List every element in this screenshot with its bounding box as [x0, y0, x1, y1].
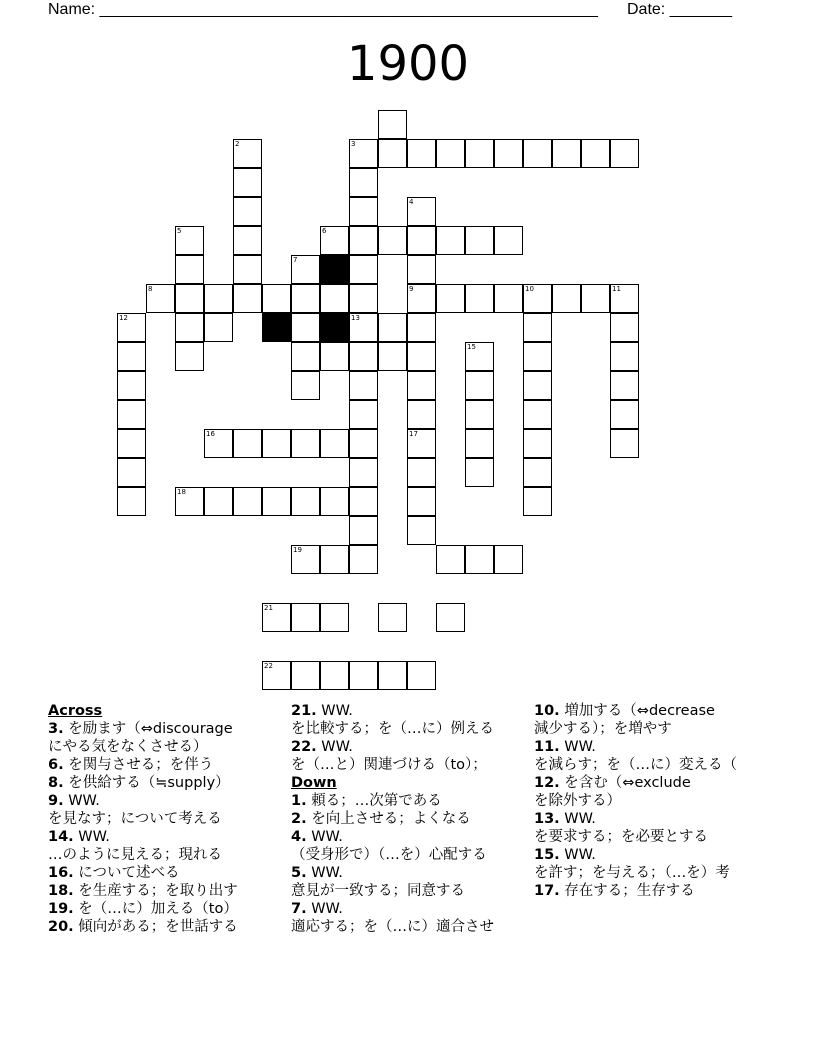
crossword-cell[interactable]	[204, 429, 233, 458]
clue-number: 9	[409, 285, 414, 293]
clue-text: を向上させる；よくなる	[311, 811, 471, 827]
crossword-cell[interactable]	[320, 545, 349, 574]
clue-item	[291, 900, 531, 936]
clue-text: を（…に）加える（to）	[78, 901, 238, 917]
clues-column-3	[534, 702, 768, 900]
clue-number: 6	[322, 227, 327, 235]
clue-item	[291, 864, 531, 900]
name-label: Name: ________________________________________________________	[48, 1, 598, 18]
clue-number-label: 3.	[48, 721, 64, 737]
clue-item	[48, 792, 238, 828]
clue-item	[48, 918, 238, 936]
black-square	[320, 313, 349, 342]
clue-text: を見なす；について考える	[48, 811, 222, 827]
clue-text: を関与させる；を伴う	[68, 757, 214, 773]
crossword-cell[interactable]	[175, 342, 204, 371]
clue-number-label: 10.	[534, 703, 560, 719]
crossword-cell[interactable]	[610, 400, 639, 429]
clue-number: 16	[206, 430, 215, 438]
clue-text: WW.	[78, 829, 110, 845]
crossword-cell[interactable]	[233, 429, 262, 458]
clue-text: WW.	[311, 901, 343, 917]
crossword-cell[interactable]	[117, 487, 146, 516]
clue-item	[291, 792, 531, 810]
crossword-cell[interactable]	[233, 284, 262, 313]
crossword-cell[interactable]	[610, 313, 639, 342]
crossword-cell[interactable]	[320, 226, 349, 255]
clue-number-label: 2.	[291, 811, 307, 827]
crossword-cell[interactable]	[291, 661, 320, 690]
crossword-cell[interactable]	[407, 255, 436, 284]
clue-number-label: 20.	[48, 919, 74, 935]
clue-item	[48, 828, 238, 864]
crossword-cell[interactable]	[175, 487, 204, 516]
crossword-cell[interactable]	[175, 255, 204, 284]
clue-text: を許す；を与える；（…を）考	[534, 865, 730, 881]
crossword-cell[interactable]	[117, 429, 146, 458]
clue-number-label: 17.	[534, 883, 560, 899]
clue-number-label: 19.	[48, 901, 74, 917]
crossword-cell[interactable]	[610, 342, 639, 371]
crossword-cell[interactable]	[523, 487, 552, 516]
crossword-cell[interactable]	[117, 458, 146, 487]
crossword-cell[interactable]	[407, 371, 436, 400]
clue-item	[291, 702, 531, 738]
crossword-cell[interactable]	[465, 545, 494, 574]
date-label: Date: _______	[627, 1, 732, 18]
crossword-cell[interactable]	[291, 487, 320, 516]
clue-number-label: 16.	[48, 865, 74, 881]
crossword-cell[interactable]	[378, 110, 407, 139]
crossword-cell[interactable]	[233, 197, 262, 226]
crossword-cell[interactable]	[175, 226, 204, 255]
crossword-cell[interactable]	[175, 284, 204, 313]
clue-number-label: 12.	[534, 775, 560, 791]
clue-text: を供給する（≒supply）	[68, 775, 230, 791]
clue-text: を励ます（⇔discourage	[68, 721, 233, 737]
clue-text: WW.	[68, 793, 100, 809]
crossword-cell[interactable]	[465, 226, 494, 255]
crossword-cell[interactable]	[117, 313, 146, 342]
crossword-cell[interactable]	[233, 168, 262, 197]
crossword-cell[interactable]	[523, 139, 552, 168]
clue-number-label: 22.	[291, 739, 317, 755]
crossword-cell[interactable]	[349, 516, 378, 545]
clue-text: …のように見える；現れる	[48, 847, 222, 863]
clue-item	[48, 882, 238, 900]
clue-number: 5	[177, 227, 182, 235]
clue-number: 7	[293, 256, 298, 264]
crossword-cell[interactable]	[436, 603, 465, 632]
crossword-cell[interactable]	[436, 226, 465, 255]
crossword-cell[interactable]	[407, 516, 436, 545]
black-square	[262, 313, 291, 342]
crossword-cell[interactable]	[407, 487, 436, 516]
crossword-cell[interactable]	[378, 226, 407, 255]
crossword-cell[interactable]	[349, 168, 378, 197]
crossword-cell[interactable]	[117, 371, 146, 400]
clue-text: WW.	[321, 739, 353, 755]
clues-column-2	[291, 702, 531, 936]
clue-number-label: 6.	[48, 757, 64, 773]
crossword-cell[interactable]	[465, 458, 494, 487]
crossword-cell[interactable]	[349, 429, 378, 458]
crossword-cell[interactable]	[291, 429, 320, 458]
clue-text: WW.	[564, 811, 596, 827]
clue-item	[48, 864, 238, 882]
clue-item	[534, 702, 768, 738]
crossword-cell[interactable]	[262, 487, 291, 516]
clue-number-label: 4.	[291, 829, 307, 845]
crossword-cell[interactable]	[175, 313, 204, 342]
crossword-cell[interactable]	[262, 603, 291, 632]
crossword-cell[interactable]	[204, 487, 233, 516]
clue-item	[534, 882, 768, 900]
clue-text: 傾向がある；を世話する	[78, 919, 238, 935]
clue-text: 存在する；生存する	[564, 883, 695, 899]
clue-text: 頼る；…次第である	[311, 793, 442, 809]
clue-item	[48, 900, 238, 918]
clue-text: を減らす；を（…に）変える（	[534, 757, 737, 773]
clue-number-label: 1.	[291, 793, 307, 809]
clue-number-label: 5.	[291, 865, 307, 881]
clue-text: WW.	[564, 739, 596, 755]
clue-number-label: 13.	[534, 811, 560, 827]
crossword-cell[interactable]	[204, 284, 233, 313]
crossword-cell[interactable]	[407, 342, 436, 371]
black-square	[320, 255, 349, 284]
clue-number-label: 9.	[48, 793, 64, 809]
crossword-cell[interactable]	[465, 284, 494, 313]
crossword-cell[interactable]	[523, 313, 552, 342]
crossword-cell[interactable]	[523, 342, 552, 371]
crossword-cell[interactable]	[349, 458, 378, 487]
clue-number: 18	[177, 488, 186, 496]
crossword-cell[interactable]	[320, 487, 349, 516]
crossword-cell[interactable]	[407, 139, 436, 168]
clue-number: 19	[293, 546, 302, 554]
crossword-cell[interactable]	[349, 371, 378, 400]
clue-text: を要求する；を必要とする	[534, 829, 708, 845]
clue-number: 2	[235, 140, 240, 148]
crossword-cell[interactable]	[407, 400, 436, 429]
crossword-cell[interactable]	[494, 139, 523, 168]
clue-item	[534, 810, 768, 846]
crossword-cell[interactable]	[349, 661, 378, 690]
crossword-cell[interactable]	[349, 342, 378, 371]
clue-number: 10	[525, 285, 534, 293]
clue-number-label: 7.	[291, 901, 307, 917]
crossword-cell[interactable]	[291, 371, 320, 400]
clue-number-label: 21.	[291, 703, 317, 719]
crossword-cell[interactable]	[552, 284, 581, 313]
crossword-cell[interactable]	[552, 139, 581, 168]
crossword-cell[interactable]	[407, 197, 436, 226]
crossword-cell[interactable]	[349, 226, 378, 255]
crossword-cell[interactable]	[320, 342, 349, 371]
crossword-cell[interactable]	[581, 139, 610, 168]
clue-number: 12	[119, 314, 128, 322]
clue-text: を生産する；を取り出す	[78, 883, 238, 899]
crossword-cell[interactable]	[204, 313, 233, 342]
crossword-cell[interactable]	[523, 284, 552, 313]
crossword-cell[interactable]	[610, 429, 639, 458]
crossword-cell[interactable]	[378, 661, 407, 690]
clue-item	[48, 756, 238, 774]
crossword-cell[interactable]	[233, 226, 262, 255]
crossword-cell[interactable]	[407, 284, 436, 313]
clue-item	[48, 720, 238, 756]
clue-text: 増加する（⇔decrease	[564, 703, 715, 719]
clue-text: を含む（⇔exclude	[564, 775, 691, 791]
crossword-cell[interactable]	[291, 313, 320, 342]
crossword-cell[interactable]	[465, 371, 494, 400]
page-title: 1900	[346, 36, 470, 92]
clue-text: について述べる	[78, 865, 180, 881]
crossword-cell[interactable]	[523, 371, 552, 400]
clue-number: 13	[351, 314, 360, 322]
crossword-cell[interactable]	[349, 487, 378, 516]
crossword-cell[interactable]	[407, 661, 436, 690]
clue-item	[291, 738, 531, 774]
clue-item	[291, 810, 531, 828]
clue-item	[534, 774, 768, 810]
crossword-cell[interactable]	[494, 226, 523, 255]
crossword-cell[interactable]	[291, 342, 320, 371]
crossword-cell[interactable]	[117, 400, 146, 429]
crossword-cell[interactable]	[407, 429, 436, 458]
crossword-cell[interactable]	[378, 342, 407, 371]
crossword-cell[interactable]	[610, 284, 639, 313]
crossword-cell[interactable]	[291, 255, 320, 284]
crossword-cell[interactable]	[233, 255, 262, 284]
crossword-cell[interactable]	[465, 139, 494, 168]
crossword-cell[interactable]	[494, 545, 523, 574]
crossword-cell[interactable]	[349, 313, 378, 342]
crossword-cell[interactable]	[146, 284, 175, 313]
clue-text: を（…と）関連づける（to）；	[291, 757, 487, 773]
clue-item	[534, 846, 768, 882]
crossword-cell[interactable]	[117, 342, 146, 371]
clue-number: 21	[264, 604, 273, 612]
crossword-cell[interactable]	[407, 226, 436, 255]
clue-number-label: 18.	[48, 883, 74, 899]
clue-number: 17	[409, 430, 418, 438]
crossword-cell[interactable]	[233, 487, 262, 516]
crossword-cell[interactable]	[523, 400, 552, 429]
down-heading: Down	[291, 775, 337, 791]
clue-text: にやる気をなくさせる）	[48, 739, 208, 755]
clue-text: WW.	[311, 865, 343, 881]
crossword-cell[interactable]	[349, 400, 378, 429]
crossword-cell[interactable]	[349, 545, 378, 574]
crossword-cell[interactable]	[262, 661, 291, 690]
clue-item	[48, 774, 238, 792]
clue-text: 減少する）；を増やす	[534, 721, 672, 737]
crossword-cell[interactable]	[291, 545, 320, 574]
crossword-cell[interactable]	[581, 284, 610, 313]
clues-column-1	[48, 702, 238, 936]
crossword-cell[interactable]	[320, 603, 349, 632]
crossword-cell[interactable]	[349, 255, 378, 284]
crossword-cell[interactable]	[262, 284, 291, 313]
crossword-cell[interactable]	[523, 458, 552, 487]
clue-number: 22	[264, 662, 273, 670]
crossword-cell[interactable]	[320, 284, 349, 313]
clue-number: 4	[409, 198, 414, 206]
crossword-cell[interactable]	[610, 139, 639, 168]
crossword-cell[interactable]	[349, 139, 378, 168]
clue-number-label: 14.	[48, 829, 74, 845]
crossword-cell[interactable]	[436, 545, 465, 574]
crossword-cell[interactable]	[436, 139, 465, 168]
clue-number-label: 8.	[48, 775, 64, 791]
clue-text: WW.	[564, 847, 596, 863]
clue-text: WW.	[311, 829, 343, 845]
clue-number: 11	[612, 285, 621, 293]
crossword-cell[interactable]	[349, 197, 378, 226]
clue-text: 適応する；を（…に）適合させ	[291, 919, 494, 935]
clue-number: 3	[351, 140, 356, 148]
crossword-cell[interactable]	[610, 371, 639, 400]
clue-number-label: 11.	[534, 739, 560, 755]
crossword-cell[interactable]	[378, 603, 407, 632]
crossword-cell[interactable]	[465, 429, 494, 458]
clue-text: （受身形で）（…を）心配する	[291, 847, 487, 863]
crossword-cell[interactable]	[378, 313, 407, 342]
crossword-cell[interactable]	[407, 313, 436, 342]
clue-number: 8	[148, 285, 153, 293]
clue-number: 15	[467, 343, 476, 351]
crossword-cell[interactable]	[436, 284, 465, 313]
crossword-cell[interactable]	[494, 284, 523, 313]
clue-text: を除外する）	[534, 793, 621, 809]
crossword-cell[interactable]	[291, 603, 320, 632]
crossword-cell[interactable]	[465, 342, 494, 371]
crossword-cell[interactable]	[465, 400, 494, 429]
clue-text: 意見が一致する；同意する	[291, 883, 465, 899]
clue-item	[291, 828, 531, 864]
clue-item	[534, 738, 768, 774]
clue-number-label: 15.	[534, 847, 560, 863]
clue-text: を比較する；を（…に）例える	[291, 721, 494, 737]
crossword-cell[interactable]	[407, 458, 436, 487]
crossword-cell[interactable]	[378, 139, 407, 168]
crossword-cell[interactable]	[349, 284, 378, 313]
crossword-cell[interactable]	[320, 429, 349, 458]
crossword-cell[interactable]	[262, 429, 291, 458]
crossword-cell[interactable]	[233, 139, 262, 168]
across-heading: Across	[48, 703, 103, 719]
crossword-cell[interactable]	[320, 661, 349, 690]
crossword-cell[interactable]	[291, 284, 320, 313]
clue-text: WW.	[321, 703, 353, 719]
crossword-cell[interactable]	[523, 429, 552, 458]
